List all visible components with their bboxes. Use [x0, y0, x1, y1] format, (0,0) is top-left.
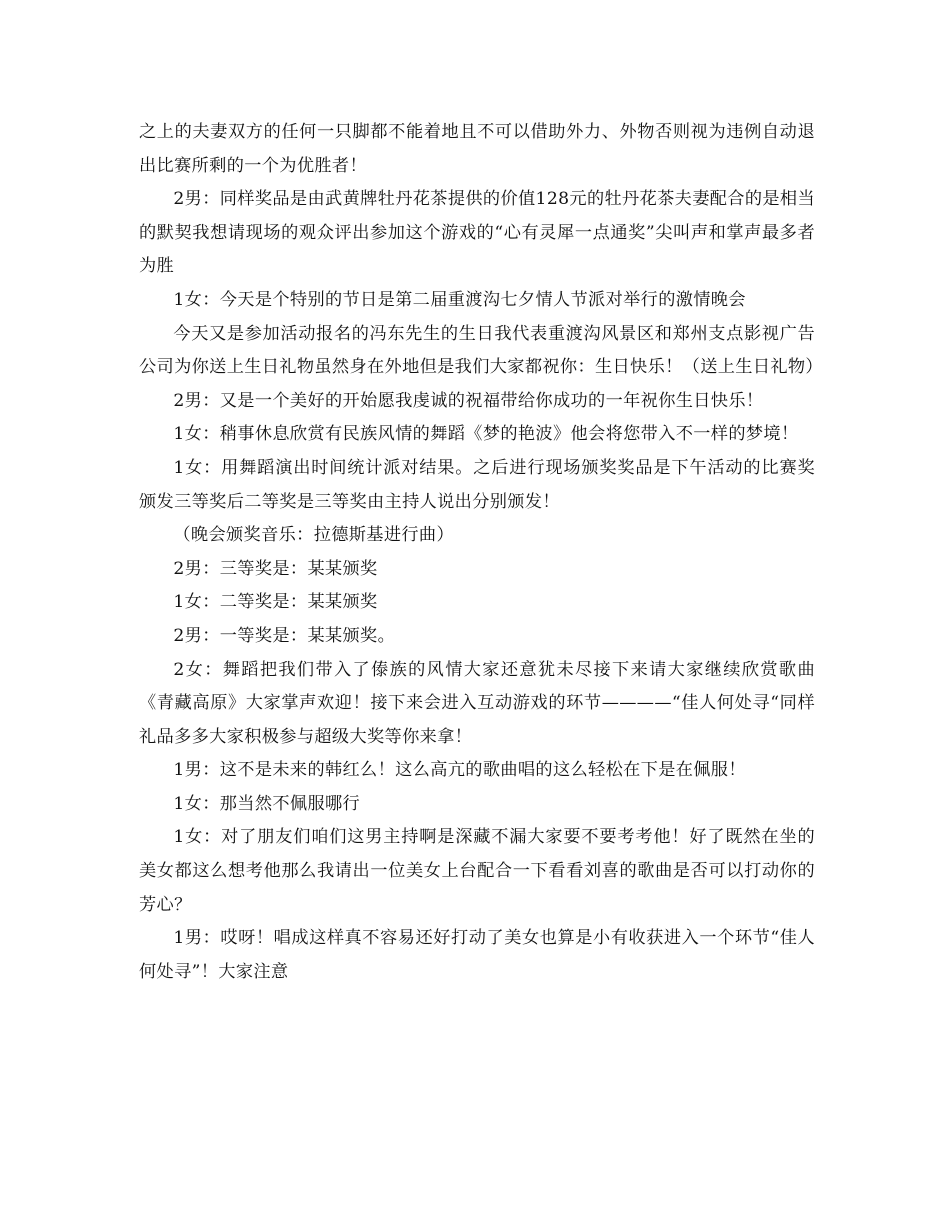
paragraph-10: 1女：二等奖是：某某颁奖 — [173, 592, 378, 613]
paragraph-14: 1女：那当然不佩服哪行 — [173, 793, 361, 814]
paragraph-9: 2男：三等奖是：某某颁奖 — [173, 558, 378, 579]
paragraph-3: 1女：今天是个特别的节日是第二届重渡沟七夕情人节派对举行的激情晚会 — [173, 289, 746, 310]
paragraph-7: 1女：用舞蹈演出时间统计派对结果。之后进行现场颁奖奖品是下午活动的比赛奖颁发三等奖后二等奖是三等奖由主持人说出分别颁发！ — [139, 457, 815, 512]
paragraph-2: 2男：同样奖品是由武黄牌牡丹花茶提供的价值128元的牡丹花茶夫妻配合的是相当的默契我想请现场的观众评出参加这个游戏的“心有灵犀一点通奖”尖叫声和掌声最多者为胜 — [139, 189, 815, 277]
paragraph-5: 2男：又是一个美好的开始愿我虔诚的祝福带给你成功的一年祝你生日快乐！ — [173, 390, 764, 411]
paragraph-12: 2女：舞蹈把我们带入了傣族的风情大家还意犹未尽接下来请大家继续欣赏歌曲《青藏高原》大家掌声欢迎！接下来会进入互动游戏的环节————“佳人何处寻“同样礼品多多大家积极参与超级大奖等你来拿！ — [139, 659, 815, 747]
paragraph-13: 1男：这不是未来的韩红么！这么高亢的歌曲唱的这么轻松在下是在佩服！ — [173, 760, 746, 781]
paragraph-1: 之上的夫妻双方的任何一只脚都不能着地且不可以借助外力、外物否则视为违例自动退出比赛所剩的一个为优胜者！ — [139, 122, 815, 176]
paragraph-6: 1女：稍事休息欣赏有民族风情的舞蹈《梦的艳波》他会将您带入不一样的梦境！ — [173, 424, 799, 445]
document-body — [139, 116, 823, 989]
paragraph-4: 今天又是参加活动报名的冯东先生的生日我代表重渡沟风景区和郑州支点影视广告公司为你送上生日礼物虽然身在外地但是我们大家都祝你：生日快乐！（送上生日礼物） — [139, 323, 823, 378]
paragraph-11: 2男：一等奖是：某某颁奖。 — [173, 625, 396, 646]
paragraph-16: 1男：哎呀！唱成这样真不容易还好打动了美女也算是小有收获进入一个环节“佳人何处寻”！大家注意 — [139, 928, 815, 982]
paragraph-8: （晚会颁奖音乐：拉德斯基进行曲） — [173, 525, 454, 546]
paragraph-15: 1女：对了朋友们咱们这男主持啊是深藏不漏大家要不要考考他！好了既然在坐的美女都这么想考他那么我请出一位美女上台配合一下看看刘喜的歌曲是否可以打动你的芳心？ — [139, 827, 815, 915]
